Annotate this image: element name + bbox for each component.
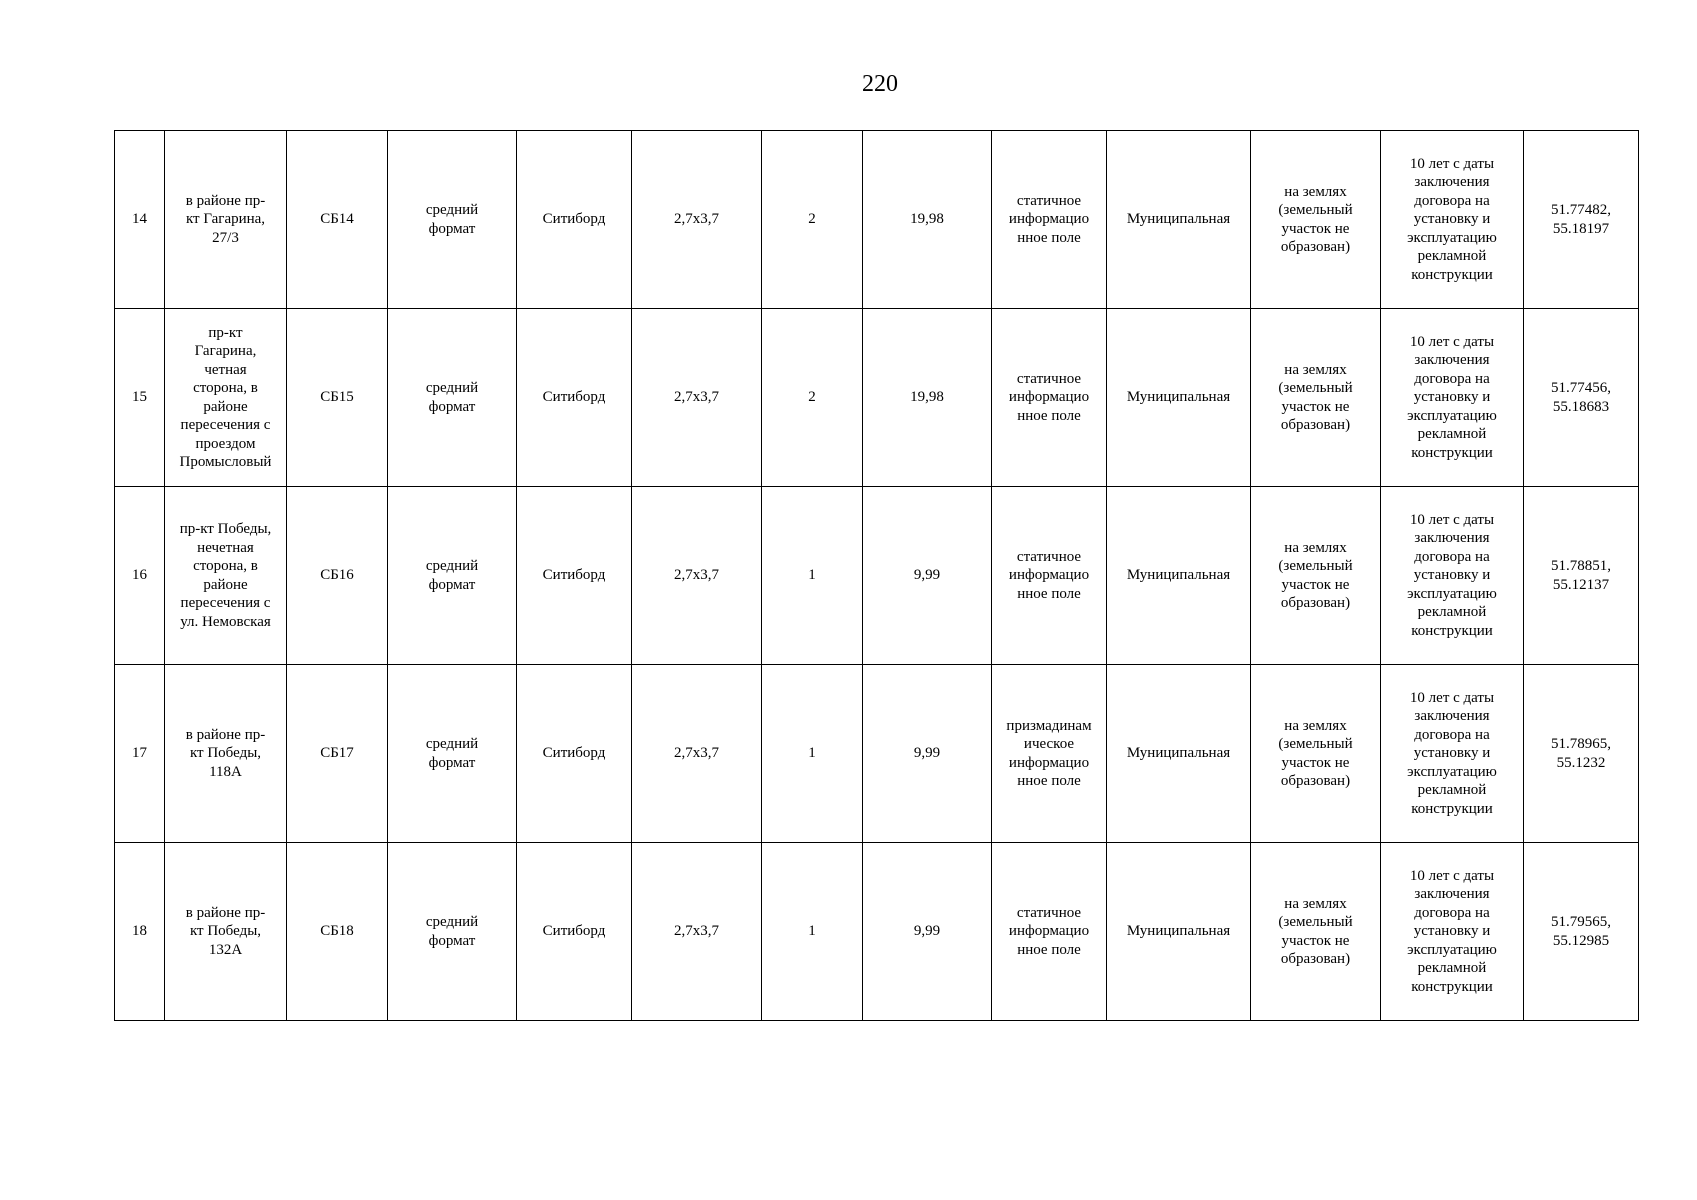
cell-term-text: 10 лет с даты заключения договора на установку и эксплуатацию рекламной конструкции <box>1407 511 1497 639</box>
cell-format <box>388 131 517 309</box>
cell-area <box>863 309 992 487</box>
cell-number-text: 18 <box>132 923 147 940</box>
cell-format-text: средний формат <box>425 380 479 415</box>
cell-info-field-text: статичное информацио нное поле <box>1008 192 1090 246</box>
cell-info-field-text: призмадинам ическое информацио нное поле <box>1006 717 1092 789</box>
cell-ownership <box>1107 131 1251 309</box>
cell-term-text: 10 лет с даты заключения договора на установку и эксплуатацию рекламной конструкции <box>1407 155 1497 283</box>
cell-area-text: 19,98 <box>910 211 944 228</box>
cell-location <box>165 843 287 1021</box>
table-row <box>115 131 1639 309</box>
cell-type-text: Ситиборд <box>542 567 606 584</box>
cell-number-text: 16 <box>132 567 147 584</box>
cell-type <box>517 487 632 665</box>
cell-sides <box>762 309 863 487</box>
cell-area <box>863 665 992 843</box>
cell-ownership <box>1107 843 1251 1021</box>
cell-type-text: Ситиборд <box>542 923 606 940</box>
cell-number <box>115 131 165 309</box>
cell-format-text: средний формат <box>425 914 479 949</box>
cell-area <box>863 131 992 309</box>
cell-type <box>517 665 632 843</box>
cell-ownership-text: Муниципальная <box>1126 567 1231 584</box>
cell-coordinates <box>1524 843 1639 1021</box>
cell-coordinates-text: 51.77456, 55.18683 <box>1551 380 1611 415</box>
cell-ownership <box>1107 665 1251 843</box>
cell-format-text: средний формат <box>425 736 479 771</box>
cell-number <box>115 309 165 487</box>
cell-coordinates <box>1524 665 1639 843</box>
cell-coordinates-text: 51.79565, 55.12985 <box>1551 914 1611 949</box>
table-row <box>115 843 1639 1021</box>
cell-size <box>632 665 762 843</box>
cell-sides-text: 1 <box>808 567 816 584</box>
cell-area <box>863 487 992 665</box>
cell-area-text: 9,99 <box>913 923 941 940</box>
cell-type-text: Ситиборд <box>542 211 606 228</box>
cell-location-text: пр-кт Победы, нечетная сторона, в районе пересечения с ул. Немовская <box>179 521 272 630</box>
cell-code <box>287 843 388 1021</box>
cell-ownership-text: Муниципальная <box>1126 745 1231 762</box>
cell-type <box>517 131 632 309</box>
cell-size <box>632 131 762 309</box>
cell-sides <box>762 665 863 843</box>
cell-land <box>1251 487 1381 665</box>
cell-land-text: на землях (земельный участок не образован) <box>1278 717 1353 789</box>
cell-number <box>115 665 165 843</box>
cell-type <box>517 843 632 1021</box>
cell-sides-text: 1 <box>808 923 816 940</box>
cell-size <box>632 843 762 1021</box>
cell-type-text: Ситиборд <box>542 389 606 406</box>
cell-size-text: 2,7х3,7 <box>674 211 719 228</box>
cell-info-field <box>992 131 1107 309</box>
cell-info-field-text: статичное информацио нное поле <box>1008 370 1090 424</box>
cell-code-text: СБ14 <box>320 211 354 228</box>
page-number: 220 <box>862 71 898 97</box>
cell-location-text: в районе пр- кт Победы, 132А <box>185 904 266 958</box>
cell-code <box>287 309 388 487</box>
cell-size-text: 2,7х3,7 <box>674 389 719 406</box>
cell-coordinates <box>1524 487 1639 665</box>
cell-type-text: Ситиборд <box>542 745 606 762</box>
cell-sides-text: 2 <box>808 389 816 406</box>
table-row <box>115 309 1639 487</box>
cell-info-field <box>992 665 1107 843</box>
cell-term <box>1381 843 1524 1021</box>
cell-term <box>1381 131 1524 309</box>
cell-code-text: СБ17 <box>320 745 354 762</box>
cell-coordinates <box>1524 131 1639 309</box>
cell-area-text: 9,99 <box>913 567 941 584</box>
cell-location <box>165 309 287 487</box>
cell-land-text: на землях (земельный участок не образован) <box>1278 895 1353 967</box>
cell-land-text: на землях (земельный участок не образован) <box>1278 539 1353 611</box>
cell-number <box>115 843 165 1021</box>
cell-sides <box>762 843 863 1021</box>
cell-land <box>1251 309 1381 487</box>
cell-area <box>863 843 992 1021</box>
cell-term-text: 10 лет с даты заключения договора на установку и эксплуатацию рекламной конструкции <box>1407 689 1497 817</box>
cell-land-text: на землях (земельный участок не образован) <box>1278 183 1353 255</box>
cell-info-field <box>992 309 1107 487</box>
cell-ownership <box>1107 487 1251 665</box>
table-body <box>115 131 1639 1021</box>
cell-code <box>287 131 388 309</box>
cell-land <box>1251 131 1381 309</box>
cell-location-text: в районе пр- кт Гагарина, 27/3 <box>185 192 266 246</box>
cell-ownership <box>1107 309 1251 487</box>
cell-location <box>165 665 287 843</box>
cell-size <box>632 487 762 665</box>
cell-ownership-text: Муниципальная <box>1126 389 1231 406</box>
cell-land <box>1251 665 1381 843</box>
cell-term-text: 10 лет с даты заключения договора на установку и эксплуатацию рекламной конструкции <box>1407 867 1497 995</box>
cell-land <box>1251 843 1381 1021</box>
cell-size <box>632 309 762 487</box>
cell-number-text: 15 <box>132 389 147 406</box>
cell-number <box>115 487 165 665</box>
cell-info-field-text: статичное информацио нное поле <box>1008 548 1090 602</box>
cell-sides <box>762 487 863 665</box>
cell-type <box>517 309 632 487</box>
cell-format-text: средний формат <box>425 202 479 237</box>
cell-term <box>1381 309 1524 487</box>
cell-term-text: 10 лет с даты заключения договора на установку и эксплуатацию рекламной конструкции <box>1407 333 1497 461</box>
cell-sides-text: 1 <box>808 745 816 762</box>
table-row <box>115 665 1639 843</box>
cell-ownership-text: Муниципальная <box>1126 211 1231 228</box>
cell-code-text: СБ15 <box>320 389 354 406</box>
cell-sides <box>762 131 863 309</box>
cell-location <box>165 131 287 309</box>
cell-term <box>1381 487 1524 665</box>
cell-number-text: 14 <box>132 211 147 228</box>
cell-area-text: 9,99 <box>913 745 941 762</box>
cell-format <box>388 309 517 487</box>
cell-land-text: на землях (земельный участок не образован) <box>1278 361 1353 433</box>
cell-code-text: СБ16 <box>320 567 354 584</box>
cell-location-text: в районе пр- кт Победы, 118А <box>185 726 266 780</box>
cell-area-text: 19,98 <box>910 389 944 406</box>
cell-format <box>388 843 517 1021</box>
table-row <box>115 487 1639 665</box>
cell-format-text: средний формат <box>425 558 479 593</box>
cell-size-text: 2,7х3,7 <box>674 923 719 940</box>
cell-location-text: пр-кт Гагарина, четная сторона, в районе пересечения с проездом Промысловый <box>179 324 272 470</box>
cell-code <box>287 665 388 843</box>
cell-ownership-text: Муниципальная <box>1126 923 1231 940</box>
cell-coordinates-text: 51.78851, 55.12137 <box>1551 558 1611 593</box>
cell-info-field-text: статичное информацио нное поле <box>1008 904 1090 958</box>
cell-format <box>388 665 517 843</box>
cell-code <box>287 487 388 665</box>
cell-format <box>388 487 517 665</box>
advertising-structures-table <box>114 130 1639 1021</box>
cell-code-text: СБ18 <box>320 923 354 940</box>
cell-coordinates-text: 51.78965, 55.1232 <box>1551 736 1611 771</box>
cell-info-field <box>992 487 1107 665</box>
cell-term <box>1381 665 1524 843</box>
cell-sides-text: 2 <box>808 211 816 228</box>
cell-coordinates-text: 51.77482, 55.18197 <box>1551 202 1611 237</box>
cell-coordinates <box>1524 309 1639 487</box>
cell-size-text: 2,7х3,7 <box>674 567 719 584</box>
cell-size-text: 2,7х3,7 <box>674 745 719 762</box>
cell-location <box>165 487 287 665</box>
cell-info-field <box>992 843 1107 1021</box>
cell-number-text: 17 <box>132 745 147 762</box>
